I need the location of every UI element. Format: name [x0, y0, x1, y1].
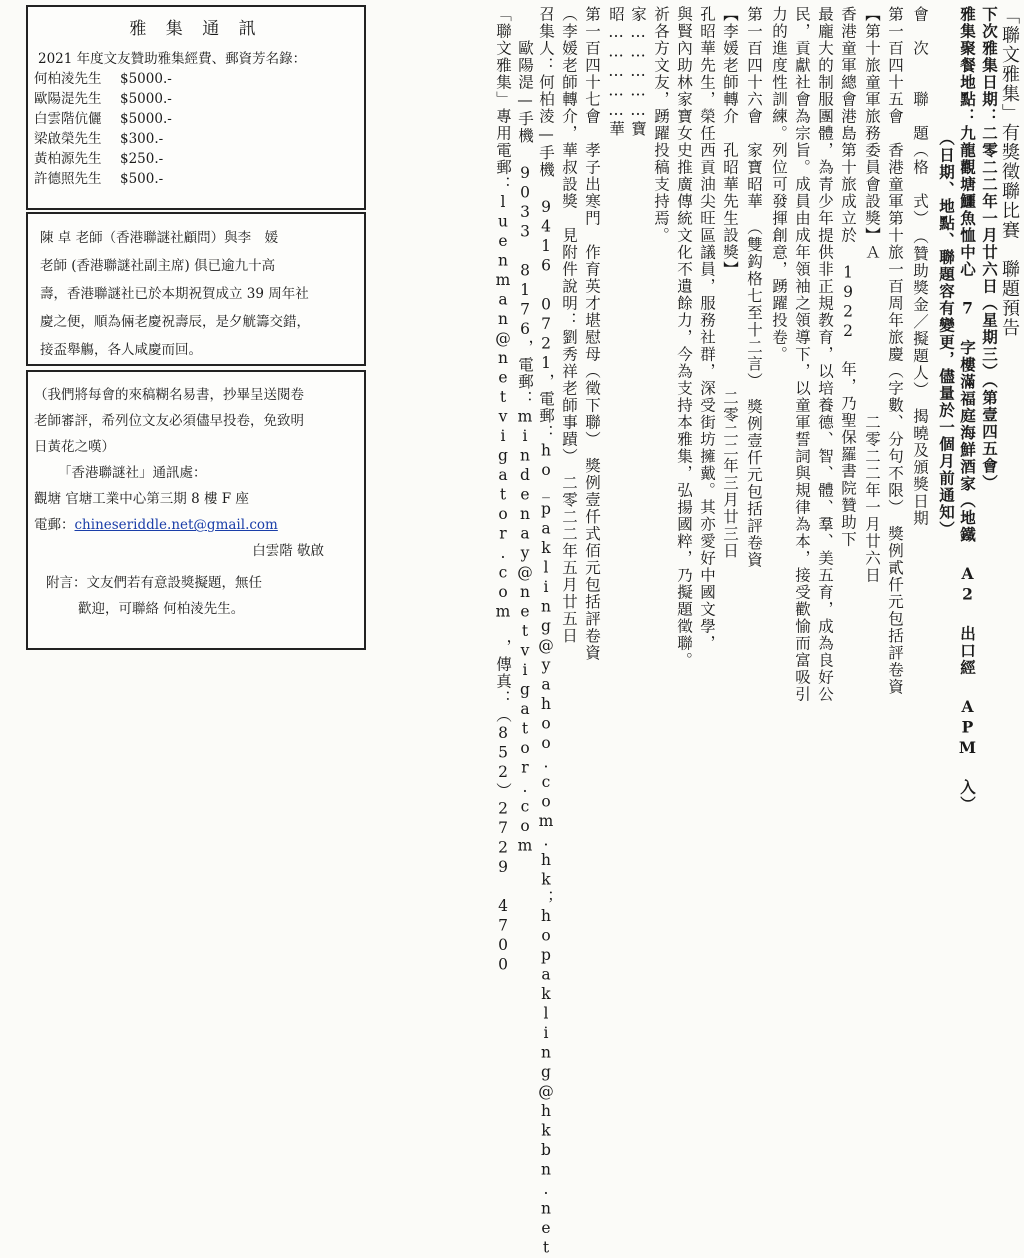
text-column: 孔昭華先生，榮任西貢油尖旺區議員，服務社群，深受街坊擁戴。其亦愛好中國文學，: [698, 6, 716, 652]
text-column: 民，貢獻社會為宗旨。成員由成年領袖之領導下，以童軍誓詞與規律為本，接受歡愉而富吸引: [793, 6, 811, 703]
donor-amount: $5000.-: [120, 71, 172, 87]
notice-line: 陳 卓 老師（香港聯謎社顧問）與李 媛: [40, 230, 279, 246]
donor-list: [28, 69, 364, 189]
sponsor-list-panel: [26, 5, 366, 210]
notice-line: 老師 (香港聯謎社副主席) 俱已逾九十高: [40, 258, 276, 274]
donor-row: [34, 169, 364, 189]
donor-amount: $5000.-: [120, 91, 172, 107]
donor-amount: $5000.-: [120, 111, 172, 127]
submission-line: 「香港聯謎社」通訊處：: [58, 465, 207, 481]
birthday-notice: [40, 224, 356, 364]
sponsor-intro: 2021 年度文友贊助雅集經費、郵資芳名錄：: [38, 51, 307, 67]
notice-line: 接盃舉觴，各人咸慶而回。: [40, 342, 202, 358]
text-column: 第一百四十七會 孝子出寒門 作育英才堪慰母（徵下聯） 獎例壹仟式佰元包括評卷資: [583, 6, 601, 662]
donor-amount: $300.-: [120, 131, 164, 147]
text-column: 與賢內助林家寶女史推廣傳統文化不遺餘力，今為支持本雅集，弘揚國粹，乃擬題徵聯。: [675, 6, 693, 669]
text-column: 昭……………華: [607, 6, 625, 138]
signature: 白雲階 敬啟: [252, 543, 324, 559]
donor-row: [34, 89, 364, 109]
text-column: （日期、地點、聯題容有變更，儘量於一個月前通知）: [937, 130, 956, 538]
donor-name: 歐陽湜先生: [34, 91, 102, 107]
text-column: 力的進度性訓練。列位可發揮創意，踴躍投卷。: [770, 6, 788, 363]
text-column: 下次雅集日期：二零二二年一月廿六日（星期三）（第壹四五會）: [980, 6, 999, 492]
birthday-notice-panel: [26, 212, 366, 366]
notice-line: 壽，香港聯謎社已於本期祝賀成立 39 周年社: [40, 286, 309, 302]
text-column: 召集人：何柏淩—手機 9416 0721，電郵：ho_pakling@yahoo.com.hk；hopakling@hkbn.net: [537, 6, 555, 1258]
submission-notice: [28, 382, 364, 512]
email-label: 電郵：: [34, 517, 75, 533]
donor-row: [34, 129, 364, 149]
submission-line: 日黃花之嘆）: [34, 439, 115, 455]
email-line: [34, 512, 364, 538]
text-column: 最龐大的制服團體，為青少年提供非正規教育，以培養德、智、體、羣、美五育，成為良好公: [816, 6, 834, 703]
text-column: 「聯文雅集」有獎徵聯比賽 聯題預告: [999, 6, 1020, 338]
footnote-line-1: 附言：文友們若有意設獎擬題，無任: [46, 575, 262, 591]
text-column: 歐陽湜—手機 9033 8176，電郵：mindenay@netvigator.com: [516, 40, 534, 856]
donor-name: 梁啟榮先生: [34, 131, 102, 147]
text-column: （李媛老師轉介，華叔設獎 見附件說明：劉秀祥老師事蹟） 二零二二年五月廿五日: [560, 6, 578, 645]
text-column: 家……………寶: [629, 6, 647, 138]
footnote-line-2: 歡迎，可聯絡 何柏淩先生。: [78, 601, 245, 617]
contact-panel: [26, 370, 366, 650]
text-column: 第一百四十六會 家寶昭華 （雙鈎格七至十二言） 獎例壹仟元包括評卷資: [745, 6, 763, 569]
text-column: 【第十旅童軍旅務委員會設獎】Ａ 二零二二年一月廿六日: [863, 6, 881, 584]
submission-line: （我們將每會的來稿糊名易書，抄畢呈送閱卷: [34, 387, 304, 403]
text-column: 香港童軍總會港島第十旅成立於 1922 年，乃聖保羅書院贊助下: [839, 6, 857, 548]
text-column: 會 次 聯 題（格 式） （贊助獎金／擬題人） 揭曉及頒獎日期: [911, 6, 929, 527]
text-column: 「聯文雅集」專用電郵：luenman@netvigator.com ，傳真：（852）2729 4700: [494, 6, 512, 975]
donor-name: 許德照先生: [34, 171, 102, 187]
donor-amount: $250.-: [120, 151, 164, 167]
donor-row: [34, 69, 364, 89]
donor-name: 黃柏源先生: [34, 151, 102, 167]
text-column: 雅集聚餐地點：九龍觀塘鱷魚恤中心 7 字樓滿福庭海鮮酒家（地鐵 A2 出口經 APM 入）: [958, 6, 977, 813]
submission-line: 老師審評，希列位文友必須儘早投卷，免致明: [34, 413, 304, 429]
newsletter-title: 雅 集 通 訊: [129, 19, 263, 39]
donor-row: [34, 109, 364, 129]
donor-name: 白雲階伉儷: [34, 111, 102, 127]
donor-amount: $500.-: [120, 171, 164, 187]
donor-row: [34, 149, 364, 169]
text-column: 祈各方文友，踴躍投稿支持焉。: [652, 6, 670, 244]
email-link[interactable]: chineseriddle.net@gmail.com: [74, 517, 278, 533]
text-column: 【李媛老師轉介 孔昭華先生設獎】 二零二二年三月廿三日: [721, 6, 739, 560]
submission-line: 觀塘 官塘工業中心第三期 8 樓 F 座: [34, 491, 249, 507]
donor-name: 何柏淩先生: [34, 71, 102, 87]
text-column: 第一百四十五會 香港童軍第十旅一百周年旅慶（字數、分句不限） 獎例貳仟元包括評卷資: [886, 6, 904, 696]
notice-line: 慶之便，順為倆老慶祝壽辰，是夕觥籌交錯，: [40, 314, 310, 330]
